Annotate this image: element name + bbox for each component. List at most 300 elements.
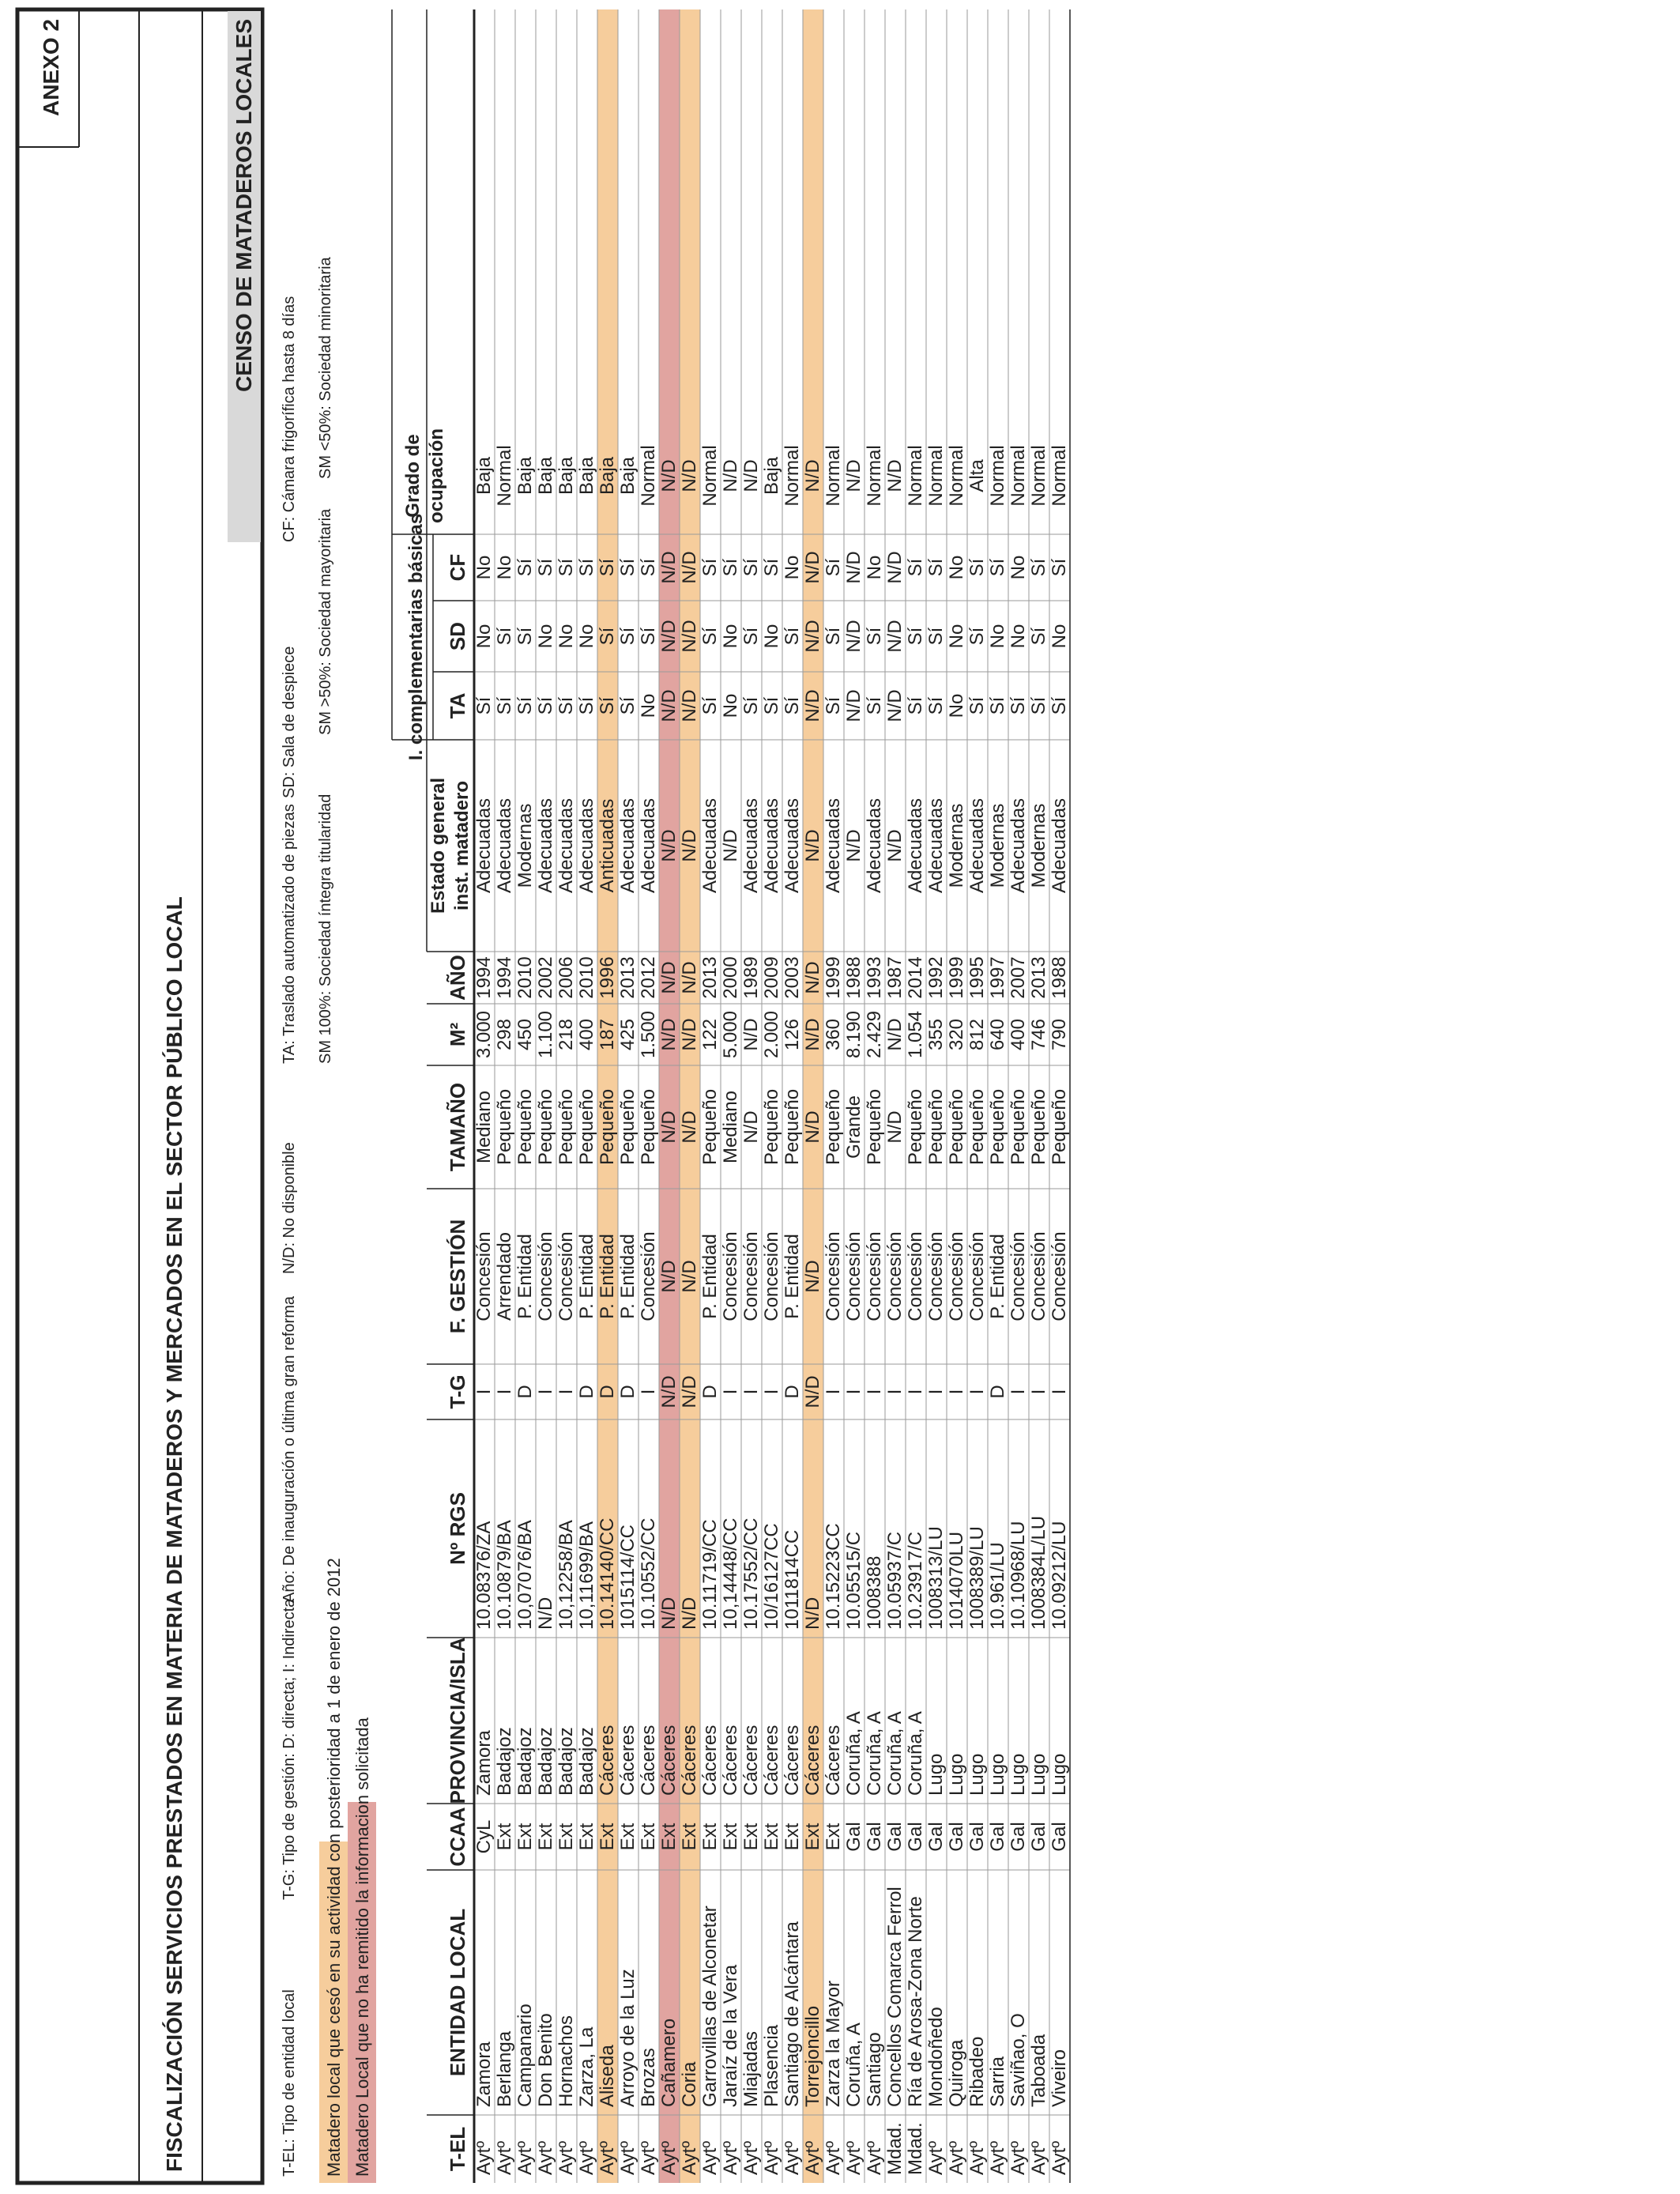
cell-tamano: Pequeño <box>535 1088 556 1166</box>
cell-fgestion: P. Entidad <box>987 1234 1008 1319</box>
cell-grado: Normal <box>823 445 844 507</box>
cell-tg: I <box>884 1389 906 1395</box>
cell-rgs: N/D <box>802 1596 823 1630</box>
cell-tel: Aytº <box>966 2140 988 2175</box>
table-row <box>1028 445 1049 2175</box>
cell-ano: 1994 <box>473 956 495 999</box>
row-highlight <box>659 9 680 2183</box>
cell-fgestion: Concesión <box>884 1231 906 1321</box>
cell-m2: 360 <box>823 1018 844 1051</box>
cell-fgestion: P. Entidad <box>514 1234 536 1319</box>
cell-ccaa: CyL <box>473 1819 495 1854</box>
cell-fgestion: P. Entidad <box>576 1234 597 1319</box>
cell-grado: N/D <box>802 459 823 492</box>
cell-m2: N/D <box>884 1018 906 1051</box>
cell-tg: D <box>514 1385 536 1399</box>
cell-cf: No <box>946 555 967 580</box>
cell-tel: Aytº <box>761 2140 782 2175</box>
cell-grado: Normal <box>1008 445 1029 507</box>
cell-ccaa: Ext <box>597 1823 618 1851</box>
cell-rgs: N/D <box>679 1596 700 1630</box>
legend-item: SD: Sala de despiece <box>281 646 298 798</box>
cell-m2: N/D <box>679 1018 700 1051</box>
cell-sd: Sí <box>699 627 721 646</box>
cell-rgs: 1008388 <box>864 1555 885 1630</box>
cell-grado: Baja <box>473 456 495 496</box>
cell-tamano: Pequeño <box>925 1088 947 1166</box>
cell-tg: I <box>1049 1389 1070 1395</box>
cell-m2: 8.190 <box>843 1010 864 1059</box>
cell-rgs: 1008389/LU <box>966 1526 988 1630</box>
cell-fgestion: N/D <box>679 1260 700 1293</box>
cell-ccaa: Ext <box>802 1823 823 1851</box>
cell-rgs: 10.10552/CC <box>638 1517 659 1630</box>
cell-provincia: Lugo <box>925 1753 947 1796</box>
legend-line-1 <box>281 296 298 2177</box>
cell-tel: Aytº <box>658 2140 680 2175</box>
cell-provincia: Cáceres <box>782 1725 803 1796</box>
cell-tamano: Mediano <box>473 1090 495 1164</box>
cell-tamano: Pequeño <box>638 1088 659 1166</box>
cell-tel: Aytº <box>535 2140 556 2175</box>
cell-ta: N/D <box>679 689 700 722</box>
cell-tel: Aytº <box>802 2140 823 2175</box>
cell-ccaa: Ext <box>556 1823 577 1851</box>
cell-estado: Adecuadas <box>966 797 988 894</box>
cell-ta: Sí <box>864 696 885 715</box>
cell-estado: Adecuadas <box>473 797 495 894</box>
cell-cf: Sí <box>597 558 618 577</box>
cell-ccaa: Ext <box>514 1823 536 1851</box>
cell-provincia: Cáceres <box>679 1725 700 1796</box>
cell-grado: N/D <box>720 459 741 492</box>
cell-sd: Sí <box>823 627 844 646</box>
cell-m2: 2.000 <box>761 1010 782 1059</box>
cell-cf: N/D <box>658 551 680 584</box>
cell-tg: I <box>556 1389 577 1395</box>
cell-grado: Alta <box>966 459 988 492</box>
cell-estado: Adecuadas <box>1049 797 1070 894</box>
table-row <box>925 445 947 2175</box>
cell-provincia: Badajoz <box>576 1727 597 1796</box>
cell-estado: Adecuadas <box>823 797 844 894</box>
cell-tamano: Pequeño <box>864 1088 885 1166</box>
cell-m2: 450 <box>514 1018 536 1051</box>
cell-provincia: Lugo <box>1028 1753 1049 1796</box>
cell-entidad: Brozas <box>638 2048 659 2107</box>
cell-ccaa: Ext <box>782 1823 803 1851</box>
cell-sd: N/D <box>679 620 700 653</box>
cell-entidad: Plasencia <box>761 2024 782 2107</box>
cell-provincia: Badajoz <box>494 1727 515 1796</box>
cell-cf: Sí <box>535 558 556 577</box>
cell-entidad: Hornachos <box>556 2015 577 2107</box>
cell-tamano: Pequeño <box>1049 1088 1070 1166</box>
legend-line-2 <box>317 256 334 1064</box>
cell-rgs: 1011814CC <box>782 1529 803 1630</box>
cell-entidad: Taboada <box>1028 2034 1049 2107</box>
cell-ccaa: Gal <box>884 1822 906 1852</box>
cell-tamano: Pequeño <box>761 1088 782 1166</box>
cell-ano: 1999 <box>946 956 967 999</box>
cell-provincia: Cáceres <box>617 1725 638 1796</box>
cell-m2: 3.000 <box>473 1010 495 1059</box>
cell-rgs: 1008313/LU <box>925 1526 947 1630</box>
cell-cf: Sí <box>987 558 1008 577</box>
cell-tg: I <box>720 1389 741 1395</box>
cell-provincia: Lugo <box>1008 1753 1029 1796</box>
cell-tg: N/D <box>802 1375 823 1408</box>
table-row <box>556 456 577 2175</box>
cell-tamano: N/D <box>884 1110 906 1144</box>
cell-tamano: Pequeño <box>576 1088 597 1166</box>
cell-entidad: Ría de Arosa-Zona Norte <box>905 1896 926 2107</box>
cell-tel: Aytº <box>597 2140 618 2175</box>
annex-label: ANEXO 2 <box>39 19 63 116</box>
cell-m2: 400 <box>576 1018 597 1051</box>
cell-rgs: 10.10968/LU <box>1008 1521 1029 1630</box>
header-estado-line2: inst. matadero <box>451 780 473 911</box>
cell-tg: I <box>535 1389 556 1395</box>
cell-ano: 1994 <box>494 956 515 999</box>
cell-m2: N/D <box>740 1018 762 1051</box>
header-grado-line2: ocupación <box>426 428 447 524</box>
cell-fgestion: Concesión <box>925 1231 947 1321</box>
cell-ta: Sí <box>823 696 844 715</box>
cell-estado: Adecuadas <box>494 797 515 894</box>
table-row <box>1008 445 1029 2175</box>
table-row <box>699 445 721 2175</box>
cell-rgs: 10.05937/C <box>884 1531 906 1630</box>
legend-item: T-G: Tipo de gestión: D: directa; I: Indirecta <box>281 1598 298 1900</box>
table-row <box>576 456 597 2175</box>
cell-cf: No <box>864 555 885 580</box>
row-highlight <box>680 9 700 2183</box>
cell-provincia: Cáceres <box>761 1725 782 1796</box>
cell-estado: N/D <box>658 829 680 862</box>
cell-entidad: Arroyo de la Luz <box>617 1969 638 2107</box>
cell-cf: Sí <box>1028 558 1049 577</box>
cell-sd: N/D <box>802 620 823 653</box>
table-row <box>884 459 906 2175</box>
cell-ano: 1987 <box>884 956 906 999</box>
cell-tg: I <box>740 1389 762 1395</box>
cell-tamano: N/D <box>802 1110 823 1144</box>
cell-tel: Aytº <box>987 2140 1008 2175</box>
cell-rgs: 10.17552/CC <box>740 1517 762 1630</box>
cell-fgestion: Concesión <box>823 1231 844 1321</box>
header-entidad: ENTIDAD LOCAL <box>446 1908 469 2077</box>
cell-grado: N/D <box>658 459 680 492</box>
cell-estado: Modernas <box>514 803 536 888</box>
table-row <box>720 459 741 2175</box>
cell-ccaa: Gal <box>925 1822 947 1852</box>
cell-grado: N/D <box>679 459 700 492</box>
cell-tel: Aytº <box>473 2140 495 2175</box>
cell-ano: 2003 <box>782 956 803 999</box>
cell-cf: Sí <box>638 558 659 577</box>
cell-ccaa: Gal <box>864 1822 885 1852</box>
cell-ta: Sí <box>1008 696 1029 715</box>
cell-estado: Adecuadas <box>1008 797 1029 894</box>
table-row <box>617 456 638 2175</box>
cell-ano: 2002 <box>535 956 556 999</box>
cell-tg: I <box>864 1389 885 1395</box>
cell-entidad: Campanario <box>514 2004 536 2107</box>
table-row <box>864 445 885 2175</box>
legend-item: CF: Cámara frigorífica hasta 8 días <box>281 296 298 542</box>
table-row <box>966 459 988 2175</box>
cell-tel: Aytº <box>823 2140 844 2175</box>
cell-sd: No <box>473 624 495 649</box>
cell-tel: Aytº <box>1008 2140 1029 2175</box>
cell-grado: Normal <box>782 445 803 507</box>
cell-tamano: Pequeño <box>1008 1088 1029 1166</box>
cell-tamano: Pequeño <box>905 1088 926 1166</box>
cell-rgs: 10,11699/BA <box>576 1521 597 1630</box>
cell-fgestion: Concesión <box>761 1231 782 1321</box>
cell-ccaa: Ext <box>823 1823 844 1851</box>
cell-tel: Aytº <box>843 2140 864 2175</box>
cell-ccaa: Ext <box>658 1823 680 1851</box>
cell-entidad: Santiago <box>864 2032 885 2107</box>
table-row <box>535 456 556 2175</box>
cell-ccaa: Gal <box>843 1822 864 1852</box>
cell-entidad: Aliseda <box>597 2045 618 2107</box>
cell-provincia: Cáceres <box>597 1725 618 1796</box>
cell-tamano: N/D <box>740 1110 762 1144</box>
cell-grado: Baja <box>535 456 556 496</box>
cell-fgestion: Concesión <box>966 1231 988 1321</box>
cell-ta: Sí <box>925 696 947 715</box>
cell-ta: Sí <box>1049 696 1070 715</box>
cell-rgs: 10,12258/BA <box>556 1520 577 1630</box>
cell-rgs: 1015114/CC <box>617 1525 638 1630</box>
cell-grado: Normal <box>1028 445 1049 507</box>
cell-grado: Baja <box>556 456 577 496</box>
cell-cf: Sí <box>720 558 741 577</box>
cell-entidad: Coruña, A <box>843 2022 864 2107</box>
cell-tel: Aytº <box>946 2140 967 2175</box>
cell-ano: 2014 <box>905 956 926 999</box>
cell-provincia: Badajoz <box>556 1727 577 1796</box>
cell-m2: 126 <box>782 1018 803 1051</box>
cell-ano: 1989 <box>740 956 762 999</box>
cell-fgestion: Concesión <box>946 1231 967 1321</box>
cell-tg: D <box>617 1385 638 1399</box>
cell-ta: N/D <box>884 689 906 722</box>
rotated-content <box>17 9 1070 2183</box>
cell-m2: 812 <box>966 1018 988 1051</box>
cell-provincia: Lugo <box>966 1753 988 1796</box>
cell-tamano: Pequeño <box>556 1088 577 1166</box>
cell-tg: I <box>638 1389 659 1395</box>
cell-provincia: Coruña, A <box>843 1711 864 1796</box>
cell-ano: 2000 <box>720 956 741 999</box>
cell-entidad: Sarria <box>987 2056 1008 2107</box>
row-highlight <box>803 9 823 2183</box>
cell-provincia: Cáceres <box>802 1725 823 1796</box>
cell-tg: D <box>699 1385 721 1399</box>
cell-sd: No <box>1049 624 1070 649</box>
cell-estado: Adecuadas <box>905 797 926 894</box>
cell-tel: Aytº <box>720 2140 741 2175</box>
cell-tg: I <box>823 1389 844 1395</box>
cell-tel: Aytº <box>494 2140 515 2175</box>
cell-tamano: Grande <box>843 1095 864 1159</box>
header-tamano: TAMAÑO <box>446 1082 469 1172</box>
table-row <box>823 445 844 2175</box>
table-row <box>782 445 803 2175</box>
cell-ano: 2013 <box>617 956 638 999</box>
cell-estado: Adecuadas <box>782 797 803 894</box>
cell-entidad: Zamora <box>473 2041 495 2107</box>
cell-fgestion: Concesión <box>556 1231 577 1321</box>
cell-rgs: 10/16127CC <box>761 1523 782 1630</box>
cell-sd: No <box>946 624 967 649</box>
cell-ano: 1988 <box>1049 956 1070 999</box>
header-tg: T-G <box>446 1374 469 1409</box>
cell-cf: Sí <box>617 558 638 577</box>
cell-provincia: Cáceres <box>638 1725 659 1796</box>
cell-fgestion: Concesión <box>864 1231 885 1321</box>
cell-estado: Adecuadas <box>576 797 597 894</box>
cell-estado: N/D <box>884 829 906 862</box>
cell-rgs: N/D <box>658 1596 680 1630</box>
cell-ta: Sí <box>556 696 577 715</box>
cell-fgestion: Concesión <box>473 1231 495 1321</box>
legend-item: Año: De inauguración o última gran reforma <box>281 1296 298 1603</box>
header-cf: CF <box>446 553 469 582</box>
cell-tamano: Mediano <box>720 1090 741 1164</box>
cell-sd: No <box>576 624 597 649</box>
cell-rgs: 1008384L/LU <box>1028 1515 1049 1630</box>
cell-tg: I <box>1028 1389 1049 1395</box>
cell-rgs: 1014070LU <box>946 1531 967 1630</box>
cell-entidad: Garrovillas de Alconetar <box>699 1906 721 2107</box>
cell-ano: 1992 <box>925 956 947 999</box>
cell-tamano: Pequeño <box>514 1088 536 1166</box>
cell-fgestion: P. Entidad <box>597 1234 618 1319</box>
header-provincia: PROVINCIA/ISLA <box>446 1637 469 1804</box>
cell-entidad: Don Benito <box>535 2013 556 2107</box>
cell-sd: No <box>720 624 741 649</box>
cell-tel: Aytº <box>617 2140 638 2175</box>
cell-sd: No <box>535 624 556 649</box>
cell-cf: Sí <box>514 558 536 577</box>
cell-sd: No <box>987 624 1008 649</box>
cell-provincia: Coruña, A <box>884 1711 906 1796</box>
cell-tel: Aytº <box>638 2140 659 2175</box>
cell-estado: Modernas <box>1028 803 1049 888</box>
cell-estado: Adecuadas <box>925 797 947 894</box>
cell-ta: Sí <box>535 696 556 715</box>
cell-estado: Adecuadas <box>617 797 638 894</box>
cell-ccaa: Ext <box>638 1823 659 1851</box>
cell-sd: Sí <box>966 627 988 646</box>
cell-provincia: Badajoz <box>535 1727 556 1796</box>
cell-grado: Normal <box>494 445 515 507</box>
cell-tamano: Pequeño <box>782 1088 803 1166</box>
header-icomp: I. complementarias básicas <box>405 513 427 761</box>
cell-tamano: Pequeño <box>699 1088 721 1166</box>
cell-ta: Sí <box>494 696 515 715</box>
cell-tel: Aytº <box>514 2140 536 2175</box>
cell-estado: Adecuadas <box>699 797 721 894</box>
cell-sd: N/D <box>658 620 680 653</box>
cell-ta: No <box>946 693 967 718</box>
cell-tel: Aytº <box>699 2140 721 2175</box>
cell-tamano: Pequeño <box>494 1088 515 1166</box>
cell-tg: D <box>987 1385 1008 1399</box>
table-row <box>761 456 782 2175</box>
cell-tamano: Pequeño <box>617 1088 638 1166</box>
cell-ta: N/D <box>843 689 864 722</box>
cell-fgestion: P. Entidad <box>699 1234 721 1319</box>
cell-m2: 790 <box>1049 1018 1070 1051</box>
cell-ccaa: Gal <box>1008 1822 1029 1852</box>
table-row <box>638 445 659 2175</box>
cell-cf: N/D <box>679 551 700 584</box>
cell-entidad: Torrejoncillo <box>802 2005 823 2107</box>
table-row <box>987 445 1008 2175</box>
cell-ano: 1993 <box>864 956 885 999</box>
cell-fgestion: Concesión <box>638 1231 659 1321</box>
cell-ano: N/D <box>658 961 680 994</box>
cell-cf: Sí <box>823 558 844 577</box>
cell-ccaa: Ext <box>761 1823 782 1851</box>
cell-ta: Sí <box>761 696 782 715</box>
cell-cf: N/D <box>843 551 864 584</box>
cell-grado: Normal <box>946 445 967 507</box>
cell-ta: N/D <box>658 689 680 722</box>
legend-item: SM 100%: Sociedad íntegra titularidad <box>317 794 334 1064</box>
cell-entidad: Viveiro <box>1049 2049 1070 2107</box>
cell-cf: Sí <box>740 558 762 577</box>
cell-estado: Adecuadas <box>556 797 577 894</box>
table-row <box>1049 445 1070 2175</box>
cell-grado: Normal <box>925 445 947 507</box>
cell-m2: 298 <box>494 1018 515 1051</box>
cell-grado: Normal <box>987 445 1008 507</box>
cell-ano: 2013 <box>699 956 721 999</box>
cell-cf: No <box>494 555 515 580</box>
document-title: FISCALIZACIÓN SERVICIOS PRESTADOS EN MATERIA DE MATADEROS Y MERCADOS EN EL SECTOR PÚBLICO LOCAL <box>162 896 186 2172</box>
legend-item: N/D: No disponible <box>281 1142 298 1274</box>
cell-ta: Sí <box>966 696 988 715</box>
cell-ano: 2010 <box>576 956 597 999</box>
cell-cf: Sí <box>556 558 577 577</box>
cell-grado: Baja <box>617 456 638 496</box>
cell-ccaa: Gal <box>1049 1822 1070 1852</box>
cell-tamano: Pequeño <box>987 1088 1008 1166</box>
cell-tel: Aytº <box>1049 2140 1070 2175</box>
cell-ta: No <box>720 693 741 718</box>
cell-fgestion: Concesión <box>740 1231 762 1321</box>
table-row <box>905 445 926 2175</box>
cell-m2: 122 <box>699 1018 721 1051</box>
cell-m2: 1.100 <box>535 1010 556 1059</box>
cell-provincia: Cáceres <box>720 1725 741 1796</box>
cell-estado: Anticuadas <box>597 798 618 893</box>
cell-grado: N/D <box>843 459 864 492</box>
cell-ccaa: Gal <box>946 1822 967 1852</box>
cell-ccaa: Ext <box>494 1823 515 1851</box>
cell-ano: N/D <box>802 961 823 994</box>
cell-tg: I <box>843 1389 864 1395</box>
cell-ano: 1988 <box>843 956 864 999</box>
cell-tg: N/D <box>658 1375 680 1408</box>
